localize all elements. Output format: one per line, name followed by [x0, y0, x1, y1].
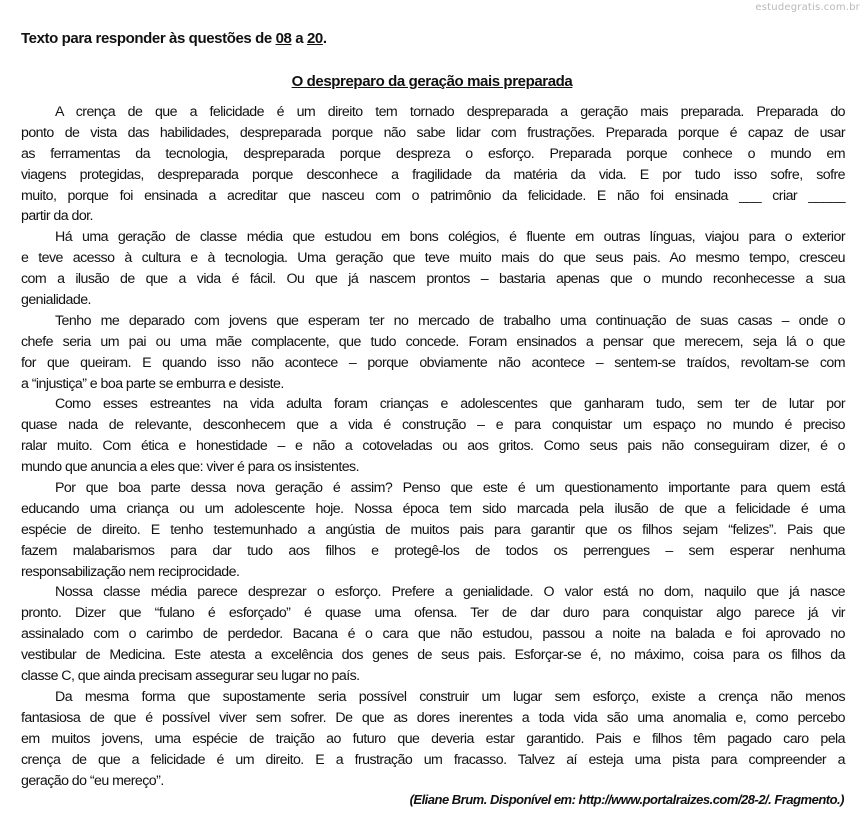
paragraph-line: classe C, que ainda precisam assegurar seu lugar no país.: [21, 668, 360, 685]
paragraph-line: muito, porque foi ensinada a acreditar que nasceu com o patrimônio da felicidade. E não foi ensinada ___ criar _____: [21, 187, 845, 204]
instructions-heading: [21, 30, 327, 47]
paragraph-line: Por que boa parte dessa nova geração é assim? Penso que este é um questionamento importante para quem está: [55, 480, 845, 497]
paragraph-line: partir da dor.: [21, 208, 93, 225]
question-end: 20: [306, 30, 323, 47]
paragraph: [21, 394, 845, 478]
article-body: [21, 102, 845, 791]
paragraph-line: Nossa classe média parece desprezar o esforço. Prefere a genialidade. O valor está no dom, naquilo que já nasce: [55, 584, 845, 601]
paragraph-line: educando uma criança ou um adolescente hoje. Nossa época tem sido marcada pela ilusão de que a felicidade é uma: [21, 500, 845, 517]
paragraph-line: Tenho me deparado com jovens que esperam ter no mercado de trabalho uma continuação de suas casas – onde o: [55, 312, 845, 329]
paragraph: [21, 582, 845, 686]
paragraph-line: fazem malabarismos para dar tudo aos filhos e protegê-los de todos os perrengues – sem esperar nenhuma: [21, 542, 845, 559]
paragraph-line: responsabilização nem reciprocidade.: [21, 563, 240, 580]
paragraph-line: mundo que anuncia a eles que: viver é para os insistentes.: [21, 459, 359, 476]
paragraph-line: quase nada de relevante, desconhecem que a vida é construção – e para conquistar um espaço no mundo é preciso: [21, 417, 845, 434]
paragraph-line: e teve acesso à cultura e à tecnologia. Uma geração que teve muito mais do que seus pais. Ao mesmo tempo, cresceu: [21, 250, 845, 267]
paragraph-line: Como esses estreantes na vida adulta foram crianças e adolescentes que ganharam tudo, sem ter de lutar por: [55, 396, 845, 413]
paragraph-line: vestibular de Medicina. Este atesta a excelência dos genes de seus pais. Esforçar-se é, no máximo, coisa para os filhos da: [21, 647, 845, 664]
watermark: estudegratis.com.br: [755, 2, 860, 13]
question-start: 08: [275, 30, 292, 47]
paragraph-line: viagens protegidas, despreparada porque desconhece a fragilidade da matéria da vida. E por tudo isso sofre, sofre: [21, 166, 845, 183]
paragraph-line: em muitos jovens, uma espécie de traição ao futuro que deveria estar garantido. Pais e filhos têm pagado caro pela: [21, 730, 845, 747]
paragraph-line: com a ilusão de que a vida é fácil. Ou que já nascem prontos – bastaria apenas que o mundo reconhecesse a sua: [21, 271, 845, 288]
heading-middle: a: [291, 30, 307, 47]
paragraph: [21, 227, 845, 311]
paragraph-line: genialidade.: [21, 292, 91, 309]
paragraph-line: ponto de vista das habilidades, despreparada porque não sabe lidar com frustrações. Preparada porque é capaz de usar: [21, 124, 845, 141]
paragraph-line: geração do “eu mereço”.: [21, 772, 164, 789]
paragraph-line: a “injustiça” e boa parte se emburra e desiste.: [21, 375, 284, 392]
paragraph-line: chefe seria um pai ou uma mãe complacente, que tudo concede. Foram ensinados a pensar que merecem, seja lá o que: [21, 333, 845, 350]
paragraph-line: crença de que a felicidade é um direito. E a frustração um fracasso. Talvez aí esteja uma pista para compreender a: [21, 751, 845, 768]
paragraph-line: assinalado com o carimbo de perdedor. Bacana é o cara que não estudou, passou a noite na balada e foi aprovado no: [21, 626, 845, 643]
paragraph-line: as ferramentas da tecnologia, despreparada porque despreza o esforço. Preparada porque conhece o mundo em: [21, 145, 845, 162]
source-citation: (Eliane Brum. Disponível em: http://www.portalraizes.com/28-2/. Fragmento.): [409, 792, 844, 807]
heading-suffix: .: [322, 30, 327, 47]
paragraph-line: A crença de que a felicidade é um direito tem tornado despreparada a geração mais preparada. Preparada do: [55, 104, 845, 120]
paragraph: [21, 687, 845, 791]
text-title: O despreparo da geração mais preparada: [291, 73, 573, 90]
heading-prefix: Texto para responder às questões de: [21, 30, 276, 47]
paragraph: [21, 478, 845, 582]
paragraph: [21, 102, 845, 227]
paragraph-line: espécie de direito. E tenho testemunhado a angústia de muitos pais para garantir que os filhos sejam “felizes”. Pais que: [21, 521, 845, 538]
paragraph: [21, 311, 845, 395]
paragraph-line: Da mesma forma que supostamente seria possível construir um lugar sem esforço, existe a crença não menos: [55, 688, 845, 705]
paragraph-line: Há uma geração de classe média que estudou em bons colégios, é fluente em outras línguas, viajou para o exterior: [55, 229, 845, 246]
paragraph-line: fantasiosa de que é possível viver sem sofrer. De que as dores inerentes a toda vida são uma anomalia e, como percebo: [21, 709, 845, 726]
paragraph-line: for que queiram. E quando isso não acontece – porque obviamente não acontece – sentem-se traídos, revoltam-se com: [21, 354, 845, 371]
text-title-wrap: [0, 73, 864, 90]
paragraph-line: ralar muito. Com ética e honestidade – e não a cotoveladas ou aos gritos. Como seus pais não conseguiram dizer, é o: [21, 438, 845, 455]
paragraph-line: pronto. Dizer que “fulano é esforçado” é quase uma ofensa. Ter de dar duro para conquistar algo parece já vir: [21, 605, 845, 622]
